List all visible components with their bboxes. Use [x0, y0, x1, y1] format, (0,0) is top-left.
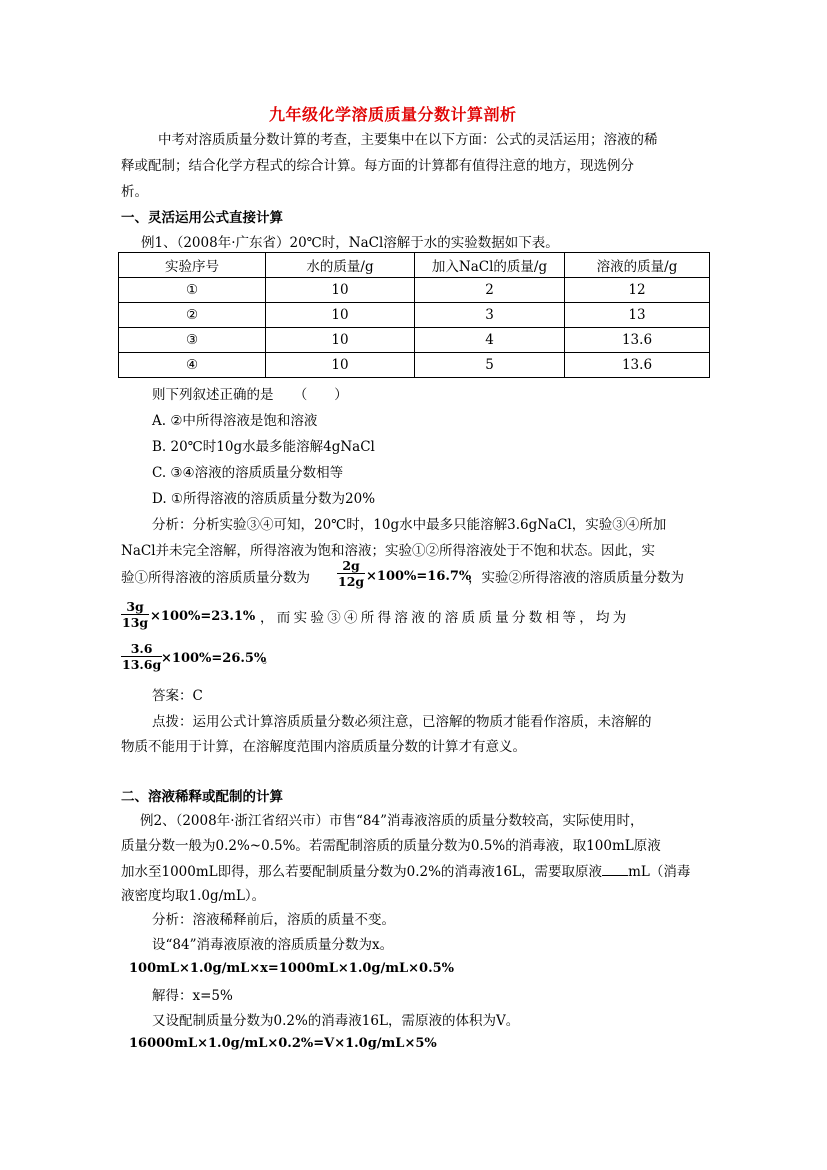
example-2-line-4: 液密度均取1.0g/mL）。: [121, 888, 266, 904]
analysis-line-3-end: ，实验②所得溶液的溶质质量分数为: [468, 570, 684, 586]
answer-text: 答案：C: [152, 688, 203, 704]
fraction-2g-12g: [337, 558, 365, 589]
option-b: B. 20℃时10g水最多能溶解4gNaCl: [152, 439, 375, 455]
fraction-3.6-13.6g: [121, 641, 162, 672]
table-cell: ①: [119, 278, 266, 303]
experiment-table: [118, 252, 710, 378]
equation-2: 16000mL×1.0g/mL×0.2%=V×1.0g/mL×5%: [129, 1036, 437, 1051]
option-c: C. ③④溶液的溶质质量分数相等: [152, 465, 344, 481]
section-2-heading: 二、溶液稀释或配制的计算: [121, 789, 283, 805]
equation-1: 100mL×1.0g/mL×x=1000mL×1.0g/mL×0.5%: [129, 961, 454, 976]
table-cell: 12: [565, 278, 710, 303]
set-variable-v: 又设配制质量分数为0.2%的消毒液16L，需原液的体积为V。: [152, 1013, 520, 1029]
table-cell: 13: [565, 303, 710, 328]
section-1-heading: 一、灵活运用公式直接计算: [121, 210, 283, 226]
equation-result-3: ×100%=26.5%: [161, 651, 267, 666]
table-row: [119, 278, 710, 303]
example-2-line-3-end: mL（消毒: [628, 864, 691, 880]
tip-line-2: 物质不能用于计算，在溶解度范围内溶质质量分数的计算才有意义。: [121, 739, 526, 755]
analysis-line-5-end: 。: [262, 651, 276, 667]
fraction-denominator: 12g: [338, 574, 365, 589]
fraction-numerator: 3.6: [121, 641, 162, 657]
intro-line-3: 析。: [121, 184, 148, 200]
page-title: 九年级化学溶质质量分数计算剖析: [269, 105, 517, 124]
table-header-cell: 加入NaCl的质量/g: [415, 253, 565, 278]
fraction-denominator: 13.6g: [122, 657, 162, 672]
analysis-line-2: NaCl并未完全溶解，所得溶液为饱和溶液；实验①②所得溶液处于不饱和状态。因此，实: [121, 543, 656, 559]
option-d: D. ①所得溶液的溶质质量分数为20%: [152, 491, 376, 507]
example-2-line-1: 例2、（2008年·浙江省绍兴市）市售“84”消毒液溶质的质量分数较高，实际使用时，: [140, 813, 644, 829]
table-header-cell: 水的质量/g: [266, 253, 415, 278]
fraction-numerator: 3g: [121, 599, 149, 615]
example-2-line-2: 质量分数一般为0.2%~0.5%。若需配制溶质的质量分数为0.5%的消毒液，取100mL原液: [121, 838, 661, 854]
set-variable-x: 设“84”消毒液原液的溶质质量分数为x。: [152, 937, 394, 953]
table-row: [119, 353, 710, 378]
analysis-line-3-start: 验①所得溶液的溶质质量分数为: [121, 570, 310, 586]
example-2-line-3: [121, 862, 690, 881]
fraction-3g-13g: [121, 599, 149, 630]
table-cell: ③: [119, 328, 266, 353]
table-header-row: [119, 253, 710, 278]
table-cell: 2: [415, 278, 565, 303]
table-cell: 13.6: [565, 328, 710, 353]
analysis-2: 分析：溶液稀释前后，溶质的质量不变。: [152, 912, 395, 928]
fraction-numerator: 2g: [337, 558, 365, 574]
answer-blank: [602, 862, 628, 876]
table-row: [119, 303, 710, 328]
solve-x: 解得：x=5%: [152, 988, 233, 1004]
table-cell: ④: [119, 353, 266, 378]
table-cell: 10: [266, 353, 415, 378]
table-cell: 3: [415, 303, 565, 328]
table-cell: 10: [266, 303, 415, 328]
analysis-line-4-end: ，而实验③④所得溶液的溶质质量分数相等，均为: [260, 610, 630, 626]
analysis-line-1: 分析：分析实验③④可知，20℃时，10g水中最多只能溶解3.6gNaCl，实验③④所加: [152, 517, 667, 533]
table-cell: 13.6: [565, 353, 710, 378]
table-header-cell: 溶液的质量/g: [565, 253, 710, 278]
equation-result-2: ×100%=23.1%: [150, 609, 256, 624]
question-text: 则下列叙述正确的是 （ ）: [152, 387, 348, 403]
table-row: [119, 328, 710, 353]
fraction-denominator: 13g: [122, 615, 149, 630]
option-a: A. ②中所得溶液是饱和溶液: [152, 413, 318, 429]
table-cell: 10: [266, 328, 415, 353]
table-cell: 4: [415, 328, 565, 353]
table-header-cell: 实验序号: [119, 253, 266, 278]
intro-line-2: 释或配制；结合化学方程式的综合计算。每方面的计算都有值得注意的地方，现选例分: [121, 158, 634, 174]
table-cell: 5: [415, 353, 565, 378]
tip-line-1: 点拨：运用公式计算溶质质量分数必须注意，已溶解的物质才能看作溶质，未溶解的: [152, 714, 652, 730]
example-1-text: 例1、（2008年·广东省）20℃时，NaCl溶解于水的实验数据如下表。: [141, 235, 559, 251]
equation-result-1: ×100%=16.7%: [366, 569, 472, 584]
example-2-line-3-start: 加水至1000mL即得，那么若要配制质量分数为0.2%的消毒液16L，需要取原液: [121, 864, 603, 880]
intro-line-1: 中考对溶质质量分数计算的考查，主要集中在以下方面：公式的灵活运用；溶液的稀: [158, 132, 658, 148]
table-cell: 10: [266, 278, 415, 303]
table-cell: ②: [119, 303, 266, 328]
